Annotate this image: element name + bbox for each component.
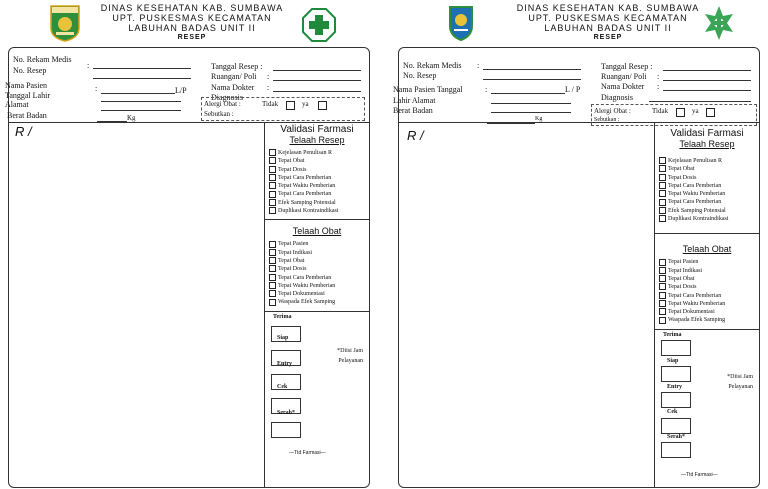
tidak-checkbox[interactable] (676, 108, 685, 117)
note-diisi: *Diisi Jam (727, 373, 753, 380)
checklist-item (265, 298, 369, 306)
checklist-item (655, 207, 759, 215)
checklist-checkbox[interactable] (269, 157, 276, 164)
header-line-1: DINAS KESEHATAN KAB. SUMBAWA (100, 3, 284, 13)
ya-label: ya (692, 107, 699, 115)
checklist-checkbox[interactable] (269, 207, 276, 214)
tanggal-lahir-label: Lahir Alamat (393, 96, 436, 105)
checklist-checkbox[interactable] (659, 275, 666, 282)
serah-box[interactable] (661, 418, 691, 434)
checklist-item (265, 190, 369, 198)
checklist-label: Tepat Indikasi (668, 267, 703, 274)
checklist-item (655, 165, 759, 173)
checklist-checkbox[interactable] (269, 282, 276, 289)
alergi-label: Alergi Obat : (204, 100, 241, 108)
checklist-checkbox[interactable] (269, 182, 276, 189)
berat-badan-label: Berat Badan (7, 111, 47, 120)
prescription-body (9, 122, 369, 487)
rx-writing-area[interactable] (9, 122, 264, 487)
checklist-checkbox[interactable] (269, 191, 276, 198)
checklist-item (655, 275, 759, 283)
checklist-item (655, 300, 759, 308)
ttd-farmasi: —Ttd Farmasi— (681, 471, 718, 478)
checklist-checkbox[interactable] (659, 174, 666, 181)
patient-info-section: No. Rekam Medis : No. Resep Nama Pasien Tanggal : L / P Lahir Alamat Berat Badan Kg Tanggal Resep : Ruangan/ Poli : Nama Dokter : Diagnosis Alergi Obat : Tidak ya Sebutkan : (399, 48, 759, 123)
checklist-label: Tepat Indikasi (278, 249, 313, 256)
header-line-1: DINAS KESEHATAN KAB. SUMBAWA (516, 3, 700, 13)
district-emblem-icon (444, 4, 478, 42)
checklist-label: Tepat Cara Pemberian (668, 199, 722, 206)
validasi-title: Validasi Farmasi (280, 124, 354, 135)
checklist-label: Tepat Cara Pemberian (278, 174, 332, 181)
checklist-checkbox[interactable] (659, 165, 666, 172)
checklist-label: Tepat Dokumentasi (668, 309, 715, 316)
checklist-checkbox[interactable] (269, 274, 276, 281)
checklist-item (265, 174, 369, 182)
checklist-label: Kejelasan Penulisan R (668, 158, 722, 164)
checklist-item (265, 207, 369, 215)
checklist-item (265, 240, 369, 248)
checklist-label: Kejelasan Penulisan R (278, 150, 332, 156)
checklist-label: Tepat Waktu Pemberian (668, 191, 726, 198)
tidak-label: Tidak (652, 107, 669, 115)
siap-label: Siap (277, 334, 289, 341)
checklist-item (655, 267, 759, 275)
checklist-label: Tepat Dosis (668, 174, 697, 181)
checklist-label: Tepat Dosis (668, 284, 697, 291)
checklist-checkbox[interactable] (269, 199, 276, 206)
checklist-item (655, 316, 759, 324)
checklist-label: Tepat Waktu Pemberian (278, 183, 336, 190)
checklist-label: Tepat Dokumentasi (278, 291, 325, 298)
document-title: RESEP (593, 34, 623, 41)
no-resep-label: No. Resep (403, 71, 437, 80)
checklist-checkbox[interactable] (659, 283, 666, 290)
checklist-checkbox[interactable] (659, 207, 666, 214)
header-line-3: LABUHAN BADAS UNIT II (544, 23, 672, 33)
checklist-label: Tepat Dosis (278, 266, 307, 273)
checklist-checkbox[interactable] (659, 292, 666, 299)
tanggal-resep-field[interactable] (273, 70, 361, 71)
checklist-label: Tepat Waktu Pemberian (278, 282, 336, 289)
checklist-label: Tepat Obat (668, 275, 695, 282)
lp-label: L / P (565, 85, 581, 94)
tanggal-resep-label: Tanggal Resep : (601, 62, 653, 71)
diagnosis-label: Diagnosis (601, 93, 633, 102)
entry-label: Entry (667, 383, 682, 390)
form-header (2, 0, 374, 46)
tanggal-resep-field[interactable] (663, 70, 751, 71)
tanggal-lahir-field[interactable] (491, 103, 571, 104)
prescription-box (5, 47, 370, 488)
health-cross-icon (302, 6, 336, 44)
prescription-box (393, 47, 760, 488)
serah-label: Serah* (667, 433, 685, 440)
checklist-checkbox[interactable] (659, 157, 666, 164)
rx-symbol: R / (407, 128, 424, 143)
serah-time-box[interactable] (271, 422, 301, 438)
diagnosis-field[interactable] (649, 101, 751, 102)
checklist-item (655, 308, 759, 316)
ruangan-label: Ruangan/ Poli (601, 72, 647, 81)
checklist-item (655, 258, 759, 266)
checklist-checkbox[interactable] (659, 182, 666, 189)
rekam-medis-label: No. Rekam Medis (403, 61, 462, 70)
checklist-checkbox[interactable] (659, 317, 666, 324)
checklist-label: Tepat Obat (278, 257, 305, 264)
kg-label: Kg (535, 116, 543, 122)
rekam-medis-field[interactable] (483, 69, 581, 70)
sebutkan-label: Sebutkan : (204, 110, 234, 118)
health-star-icon (702, 4, 736, 42)
ruangan-field[interactable] (273, 80, 361, 81)
nama-dokter-field[interactable] (663, 90, 751, 91)
checklist-label: Tepat Obat (668, 166, 695, 173)
checklist-item (265, 274, 369, 282)
tidak-label: Tidak (262, 100, 279, 108)
checklist-checkbox[interactable] (659, 215, 666, 222)
checklist-item (265, 157, 369, 165)
document-title: RESEP (177, 34, 207, 41)
nama-dokter-field[interactable] (273, 91, 361, 92)
checklist-checkbox[interactable] (269, 166, 276, 173)
prescription-form-left (2, 0, 374, 489)
validasi-title: Validasi Farmasi (670, 128, 744, 139)
nama-pasien-field[interactable] (101, 93, 175, 94)
checklist-item (655, 292, 759, 300)
alamat-label: Alamat (5, 100, 29, 109)
telaah-resep-title: Telaah Resep (289, 135, 345, 145)
serah-time-box[interactable] (661, 442, 691, 458)
tanggal-resep-label: Tanggal Resep : (211, 62, 263, 71)
checklist-label: Tepat Waktu Pemberian (668, 300, 726, 307)
checklist-checkbox[interactable] (269, 174, 276, 181)
checklist-label: Efek Samping Potensial (278, 199, 336, 206)
checklist-label: Tepat Cara Pemberian (668, 182, 722, 189)
checklist-checkbox[interactable] (269, 299, 276, 306)
nama-pasien-field[interactable] (491, 93, 565, 94)
note-diisi: *Diisi Jam (337, 347, 363, 354)
alamat-field[interactable] (491, 112, 571, 113)
checklist-label: Waspada Efek Samping (278, 299, 336, 306)
checklist-label: Tepat Cara Pemberian (278, 274, 332, 281)
entry-box[interactable] (661, 366, 691, 382)
checklist-item (655, 283, 759, 291)
checklist-checkbox[interactable] (659, 190, 666, 197)
validasi-farmasi-panel (264, 122, 369, 487)
checklist-item (265, 282, 369, 290)
patient-info-section: No. Rekam Medis : No. Resep Nama Pasien : L/P Tanggal Lahir Alamat Berat Badan Kg Tanggal Resep : Ruangan/ Poli : Nama Dokter : Diagnosis Alergi Obat : Tidak ya Sebutkan : (9, 48, 369, 123)
validasi-farmasi-panel (654, 122, 759, 487)
header-title-block (488, 3, 728, 43)
berat-badan-label: Berat Badan (393, 106, 433, 115)
checklist-checkbox[interactable] (269, 265, 276, 272)
nama-pasien-label: Nama Pasien (5, 81, 47, 90)
tidak-checkbox[interactable] (286, 101, 295, 110)
prescription-body (399, 122, 759, 487)
kg-label: Kg (127, 114, 136, 122)
checklist-item (265, 290, 369, 298)
checklist-item (265, 249, 369, 257)
rekam-medis-field[interactable] (93, 68, 191, 69)
diagnosis-label: Diagnosis (211, 93, 243, 102)
cek-label: Cek (667, 408, 678, 415)
telaah-obat-title: Telaah Obat (292, 226, 342, 237)
checklist-checkbox[interactable] (659, 267, 666, 274)
checklist-checkbox[interactable] (269, 241, 276, 248)
header-line-2: UPT. PUSKESMAS KECAMATAN (112, 13, 272, 23)
checklist-checkbox[interactable] (659, 259, 666, 266)
alamat-field[interactable] (101, 110, 181, 111)
prescription-form-right (392, 0, 764, 489)
siap-label: Siap (667, 357, 679, 364)
note-pelayanan: Pelayanan (338, 357, 363, 364)
telaah-resep-title: Telaah Resep (679, 139, 735, 149)
header-line-3: LABUHAN BADAS UNIT II (128, 23, 256, 33)
serah-label: Serah* (277, 409, 295, 416)
ya-checkbox[interactable] (318, 101, 327, 110)
checklist-label: Duplikasi Kontraindikasi (278, 208, 339, 215)
telaah-resep-list (265, 149, 369, 215)
form-header (392, 0, 764, 46)
ruangan-label: Ruangan/ Poli (211, 72, 257, 81)
no-resep-field[interactable] (93, 78, 191, 79)
checklist-checkbox[interactable] (269, 149, 276, 156)
checklist-label: Tepat Cara Pemberian (668, 292, 722, 299)
sebutkan-label: Sebutkan : (594, 117, 620, 123)
nama-pasien-label: Nama Pasien Tanggal (393, 85, 463, 94)
alergi-section (201, 97, 365, 121)
checklist-checkbox[interactable] (269, 249, 276, 256)
no-resep-label: No. Resep (13, 66, 47, 75)
checklist-checkbox[interactable] (659, 308, 666, 315)
checklist-checkbox[interactable] (269, 290, 276, 297)
checklist-label: Efek Samping Potensial (668, 207, 726, 214)
checklist-label: Waspada Efek Samping (668, 317, 726, 324)
alergi-label: Alergi Obat : (594, 107, 631, 115)
checklist-item (265, 166, 369, 174)
checklist-label: Tepat Obat (278, 158, 305, 165)
checklist-label: Tepat Pasien (278, 241, 309, 248)
rekam-medis-label: No. Rekam Medis (13, 55, 72, 64)
checklist-item (265, 182, 369, 190)
entry-label: Entry (277, 360, 292, 367)
checklist-item (655, 174, 759, 182)
siap-box[interactable] (661, 340, 691, 356)
no-resep-field[interactable] (483, 79, 581, 80)
header-title-block (72, 3, 312, 43)
ya-checkbox[interactable] (706, 108, 715, 117)
checklist-checkbox[interactable] (269, 257, 276, 264)
rx-writing-area[interactable] (399, 122, 654, 487)
checklist-checkbox[interactable] (659, 199, 666, 206)
checklist-item (655, 157, 759, 165)
nama-dokter-label: Nama Dokter (601, 82, 645, 91)
checklist-item (265, 265, 369, 273)
terima-label: Terima (273, 313, 292, 320)
telaah-obat-title: Telaah Obat (682, 244, 732, 255)
checklist-item (265, 257, 369, 265)
checklist-item (265, 199, 369, 207)
checklist-label: Tepat Pasien (668, 259, 699, 266)
checklist-item (265, 149, 369, 157)
cek-box[interactable] (661, 392, 691, 408)
tanggal-lahir-label: Tanggal Lahir (5, 91, 50, 100)
checklist-label: Duplikasi Kontraindikasi (668, 216, 729, 223)
telaah-resep-list (655, 157, 759, 223)
checklist-item (655, 182, 759, 190)
terima-label: Terima (663, 331, 682, 338)
checklist-label: Tepat Dosis (278, 166, 307, 173)
telaah-obat-list (655, 258, 759, 324)
note-pelayanan: Pelayanan (728, 383, 753, 390)
ttd-farmasi: —Ttd Farmasi— (289, 449, 326, 456)
ya-label: ya (302, 100, 309, 108)
telaah-obat-list (265, 240, 369, 306)
ruangan-field[interactable] (663, 80, 751, 81)
tanggal-lahir-field[interactable] (101, 101, 181, 102)
nama-dokter-label: Nama Dokter (211, 83, 255, 92)
cek-label: Cek (277, 383, 288, 390)
checklist-item (655, 215, 759, 223)
lp-label: L/P (175, 86, 187, 95)
checklist-checkbox[interactable] (659, 300, 666, 307)
checklist-item (655, 190, 759, 198)
checklist-item (655, 198, 759, 206)
rx-symbol: R / (15, 124, 32, 139)
checklist-label: Tepat Cara Pemberian (278, 191, 332, 198)
header-line-2: UPT. PUSKESMAS KECAMATAN (528, 13, 688, 23)
